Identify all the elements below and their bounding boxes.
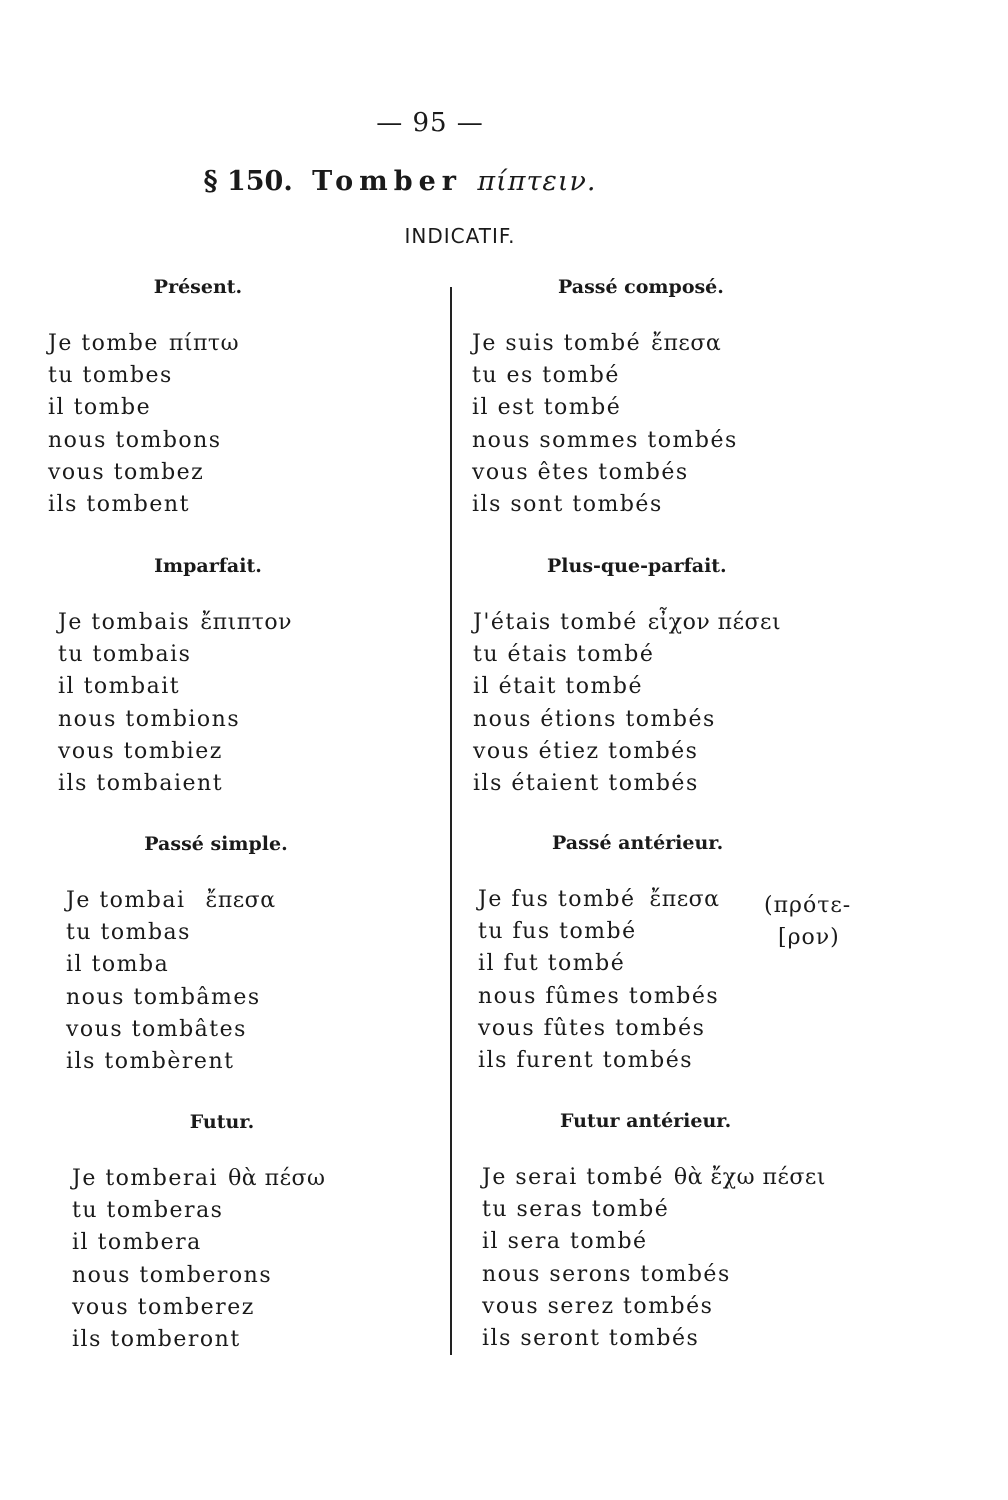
conjugation-line: il était tombé	[473, 674, 643, 700]
greek-form: εἶχον πέσει	[647, 610, 782, 635]
conjugation-line: vous êtes tombés	[472, 459, 689, 485]
tense-heading: Plus-que-parfait.	[547, 555, 727, 577]
conjugation-line: nous sommes tombés	[472, 427, 738, 453]
tense-block-passe-simple	[66, 833, 366, 1078]
conjugation-line: nous serons tombés	[482, 1261, 731, 1287]
conjugation-line: ils furent tombés	[478, 1048, 694, 1074]
greek-form: θὰ πέσω	[228, 1166, 326, 1191]
conjugation-line: il sera tombé	[482, 1229, 648, 1255]
conjugation-line: Je tombais ἔπιπτον	[58, 610, 292, 635]
conjugation-line: ils tombèrent	[66, 1049, 235, 1075]
conjugation-line: Je tombe πίπτω	[48, 331, 240, 356]
conjugation-line: tu tombes	[48, 363, 173, 389]
conjugation-line: tu étais tombé	[473, 642, 655, 668]
tense-heading: Passé simple.	[144, 833, 288, 855]
tense-block-present	[48, 276, 348, 521]
conjugation-line: ils sont tombés	[472, 492, 663, 518]
tense-block-plus-que-parfait	[473, 555, 863, 800]
conjugation-line: vous serez tombés	[482, 1293, 714, 1319]
section-verb: Tomber	[312, 166, 463, 197]
tense-heading: Futur.	[189, 1111, 255, 1133]
conjugation-line: ils étaient tombés	[473, 771, 699, 797]
tense-block-passe-compose	[472, 276, 862, 521]
conjugation-line: nous tombâmes	[66, 984, 261, 1010]
conjugation-line: ils tombaient	[58, 771, 224, 797]
conjugation-line: vous tomberez	[72, 1294, 255, 1320]
section-title	[0, 166, 800, 197]
section-number: § 150.	[203, 166, 293, 197]
conjugation-line: il tombera	[72, 1230, 202, 1256]
tense-heading: Futur antérieur.	[560, 1110, 732, 1132]
column-divider	[450, 287, 452, 1355]
conjugation-line: nous fûmes tombés	[478, 983, 720, 1009]
conjugation-line: nous tombons	[48, 427, 222, 453]
tense-heading: Passé antérieur.	[552, 832, 724, 854]
conjugation-line: nous tombions	[58, 706, 241, 732]
conjugation-line: vous fûtes tombés	[478, 1015, 706, 1041]
conjugation-line: Je serai tombé θὰ ἔχω πέσει	[482, 1165, 826, 1190]
section-verb-greek: πίπτειν.	[477, 166, 597, 197]
greek-form: ἔπεσα	[205, 888, 276, 913]
note-continuation-end: [ρον)	[778, 925, 840, 950]
conjugation-line: il fut tombé	[478, 951, 626, 977]
conjugation-line: il est tombé	[472, 395, 622, 421]
conjugation-line: tu tombais	[58, 642, 192, 668]
conjugation-line: ils seront tombés	[482, 1326, 700, 1352]
conjugation-line: Je tomberai θὰ πέσω	[72, 1166, 326, 1191]
conjugation-line: tu seras tombé	[482, 1197, 670, 1223]
conjugation-line: tu tombas	[66, 920, 191, 946]
tense-block-futur	[72, 1111, 372, 1356]
tense-block-imparfait	[58, 555, 358, 800]
conjugation-line: ils tombent	[48, 492, 190, 518]
greek-form: πίπτω	[168, 331, 240, 356]
conjugation-line: vous tombiez	[58, 738, 223, 764]
conjugation-line: il tombait	[58, 674, 181, 700]
conjugation-line: vous tombâtes	[66, 1016, 247, 1042]
tense-heading: Passé composé.	[558, 276, 724, 298]
conjugation-line: Je suis tombé ἔπεσα	[472, 331, 722, 356]
conjugation-line: Je fus tombé ἔπεσα	[478, 887, 720, 912]
conjugation-line: tu fus tombé	[478, 919, 637, 945]
greek-form: θὰ ἔχω πέσει	[673, 1165, 826, 1190]
conjugation-line: tu tomberas	[72, 1198, 224, 1224]
greek-form: ἔπιπτον	[200, 610, 292, 635]
conjugation-line: J'étais tombé εἶχον πέσει	[473, 610, 782, 635]
conjugation-line: tu es tombé	[472, 363, 620, 389]
conjugation-line: il tombe	[48, 395, 152, 421]
page-number: — 95 —	[376, 108, 484, 138]
conjugation-line: il tomba	[66, 952, 170, 978]
conjugation-line: Je tombai ἔπεσα	[66, 888, 276, 913]
greek-form: ἔπεσα	[651, 331, 722, 356]
conjugation-line: nous étions tombés	[473, 706, 716, 732]
greek-form: ἔπεσα	[649, 887, 720, 912]
note-continuation-start: (πρότε-	[764, 893, 852, 918]
mood-heading: INDICATIF.	[404, 224, 516, 248]
tense-block-futur-anterieur	[482, 1110, 872, 1355]
conjugation-line: vous étiez tombés	[473, 738, 699, 764]
conjugation-line: nous tomberons	[72, 1262, 273, 1288]
tense-heading: Imparfait.	[154, 555, 262, 577]
conjugation-line: vous tombez	[48, 459, 205, 485]
conjugation-line: ils tomberont	[72, 1327, 241, 1353]
tense-heading: Présent.	[153, 276, 243, 298]
tense-block-passe-anterieur	[478, 832, 868, 1077]
